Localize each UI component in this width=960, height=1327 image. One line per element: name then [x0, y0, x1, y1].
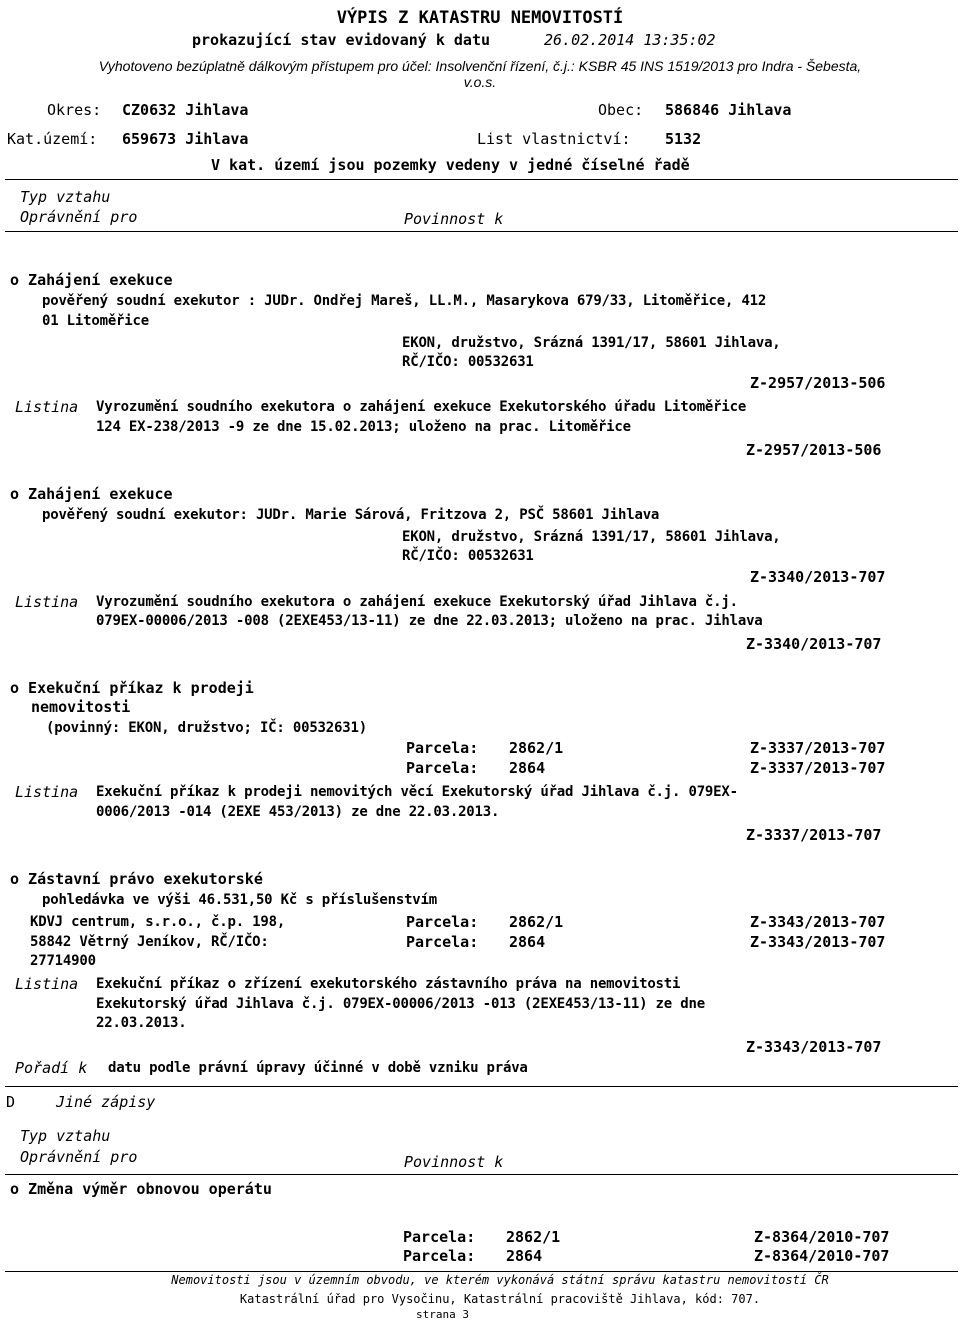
- entry-reference: Z-3340/2013-707: [746, 635, 882, 653]
- entry-obligor-line: RČ/IČO: 00532631: [402, 354, 534, 370]
- parcel-number: 2864: [506, 1247, 543, 1265]
- entry-povinny: (povinný: EKON, družstvo; IČ: 00532631): [46, 720, 367, 736]
- entry-party-line: 27714900: [30, 953, 96, 969]
- section-letter: D: [6, 1093, 16, 1111]
- parcel-number: 2862/1: [506, 1228, 561, 1246]
- entry-party-line: 58842 Větrný Jeníkov, RČ/IČO:: [30, 934, 269, 950]
- entry-obligor-line: EKON, družstvo, Srázná 1391/17, 58601 Jihlava,: [402, 335, 781, 351]
- katuzemi-value: 659673 Jihlava: [122, 130, 249, 148]
- page-number: strana 3: [416, 1308, 469, 1321]
- listina-label: Listina: [15, 398, 79, 416]
- parcel-label: Parcela:: [406, 739, 479, 757]
- listina-text: Vyrozumění soudního exekutora o zahájení exekuce Exekutorského úřadu Litoměřice: [96, 399, 747, 415]
- parcel-label: Parcela:: [403, 1228, 476, 1246]
- parcel-number: 2862/1: [509, 913, 564, 931]
- katuzemi-label: Kat.území:: [7, 130, 98, 148]
- parcel-label: Parcela:: [406, 933, 479, 951]
- parcel-reference: Z-3337/2013-707: [750, 759, 886, 777]
- listina-label: Listina: [15, 975, 79, 993]
- divider-section-d: [5, 1086, 958, 1087]
- obec-label: Obec:: [598, 101, 644, 119]
- footer-line2: Katastrální úřad pro Vysočinu, Katastrální pracoviště Jihlava, kód: 707.: [239, 1292, 761, 1306]
- parcel-reference: Z-3343/2013-707: [750, 913, 886, 931]
- okres-label: Okres:: [47, 101, 102, 119]
- column-povinnost-k: Povinnost k: [404, 1153, 504, 1171]
- parcel-reference: Z-3337/2013-707: [750, 739, 886, 757]
- divider-columns: [5, 1174, 958, 1175]
- document-datetime: 26.02.2014 13:35:02: [544, 31, 716, 49]
- parcel-label: Parcela:: [406, 759, 479, 777]
- parcel-number: 2862/1: [509, 739, 564, 757]
- entry-title: o Zahájení exekuce: [10, 271, 173, 289]
- parcel-numbering-note: V kat. území jsou pozemky vedeny v jedné číselné řadě: [211, 156, 690, 174]
- listina-text: 22.03.2013.: [96, 1015, 187, 1031]
- entry-party-line: pověřený soudní exekutor : JUDr. Ondřej Mareš, LL.M., Masarykova 679/33, Litoměřice, 412: [42, 293, 767, 309]
- section-title: Jiné zápisy: [56, 1093, 156, 1111]
- entry-reference: Z-3343/2013-707: [746, 1038, 882, 1056]
- column-opravneni-pro: Oprávnění pro: [20, 208, 138, 226]
- listina-text: Vyrozumění soudního exekutora o zahájení exekuce Exekutorský úřad Jihlava č.j.: [96, 594, 738, 610]
- column-typ-vztahu: Typ vztahu: [20, 1127, 111, 1145]
- purpose-note-line2: v.o.s.: [463, 74, 497, 90]
- entry-claim: pohledávka ve výši 46.531,50 Kč s příslušenstvím: [42, 892, 437, 908]
- listina-label: Listina: [15, 593, 79, 611]
- okres-value: CZ0632 Jihlava: [122, 101, 249, 119]
- poradi-text: datu podle právní úpravy účinné v době vzniku práva: [108, 1060, 528, 1076]
- parcel-number: 2864: [509, 759, 546, 777]
- divider-top: [5, 179, 958, 180]
- parcel-number: 2864: [509, 933, 546, 951]
- entry-title: o Zástavní právo exekutorské: [10, 870, 263, 888]
- entry-title: o Zahájení exekuce: [10, 485, 173, 503]
- entry-title-cont: nemovitosti: [31, 698, 131, 716]
- parcel-reference: Z-3343/2013-707: [750, 933, 886, 951]
- poradi-label: Pořadí k: [15, 1059, 88, 1077]
- entry-title: o Exekuční příkaz k prodeji: [10, 679, 254, 697]
- entry-reference: Z-3337/2013-707: [746, 826, 882, 844]
- entry-party-line: KDVJ centrum, s.r.o., č.p. 198,: [30, 914, 286, 930]
- listina-text: Exekuční příkaz o zřízení exekutorského zástavního práva na nemovitosti: [96, 976, 681, 992]
- column-typ-vztahu: Typ vztahu: [20, 188, 111, 206]
- listina-text: Exekuční příkaz k prodeji nemovitých věcí Exekutorský úřad Jihlava č.j. 079EX-: [96, 784, 738, 800]
- listina-text: Exekutorský úřad Jihlava č.j. 079EX-00006/2013 -013 (2EXE453/13-11) ze dne: [96, 996, 705, 1012]
- listina-text: 0006/2013 -014 (2EXE 453/2013) ze dne 22.03.2013.: [96, 804, 500, 820]
- column-opravneni-pro: Oprávnění pro: [20, 1148, 138, 1166]
- listina-text: 079EX-00006/2013 -008 (2EXE453/13-11) ze dne 22.03.2013; uloženo na prac. Jihlava: [96, 613, 763, 629]
- listina-label: Listina: [15, 783, 79, 801]
- entry-reference: Z-2957/2013-506: [750, 374, 886, 392]
- entry-reference: Z-2957/2013-506: [746, 441, 882, 459]
- column-povinnost-k: Povinnost k: [404, 210, 504, 228]
- parcel-label: Parcela:: [403, 1247, 476, 1265]
- parcel-reference: Z-8364/2010-707: [754, 1228, 890, 1246]
- document-subtitle: prokazující stav evidovaný k datu: [192, 31, 491, 49]
- listina-text: 124 EX-238/2013 -9 ze dne 15.02.2013; uloženo na prac. Litoměřice: [96, 419, 631, 435]
- divider-columns: [5, 231, 958, 232]
- entry-title: o Změna výměr obnovou operátu: [10, 1180, 272, 1198]
- parcel-label: Parcela:: [406, 913, 479, 931]
- entry-party-line: pověřený soudní exekutor: JUDr. Marie Sárová, Fritzova 2, PSČ 58601 Jihlava: [42, 507, 660, 523]
- parcel-reference: Z-8364/2010-707: [754, 1247, 890, 1265]
- footer-line1: Nemovitosti jsou v územním obvodu, ve kterém vykonává státní správu katastru nemovitostí ČR: [171, 1273, 829, 1287]
- list-vlastnictvi-label: List vlastnictví:: [477, 130, 631, 148]
- list-vlastnictvi-value: 5132: [665, 130, 702, 148]
- document-title: VÝPIS Z KATASTRU NEMOVITOSTÍ: [336, 8, 624, 28]
- entry-reference: Z-3340/2013-707: [750, 568, 886, 586]
- obec-value: 586846 Jihlava: [665, 101, 792, 119]
- purpose-note-line1: Vyhotoveno bezúplatně dálkovým přístupem pro účel: Insolvenční řízení, č.j.: KSBR 45 INS 1519/2013 pro Indra - Šebesta,: [98, 58, 862, 74]
- entry-obligor-line: EKON, družstvo, Srázná 1391/17, 58601 Jihlava,: [402, 529, 781, 545]
- entry-obligor-line: RČ/IČO: 00532631: [402, 548, 534, 564]
- entry-party-line: 01 Litoměřice: [42, 313, 149, 329]
